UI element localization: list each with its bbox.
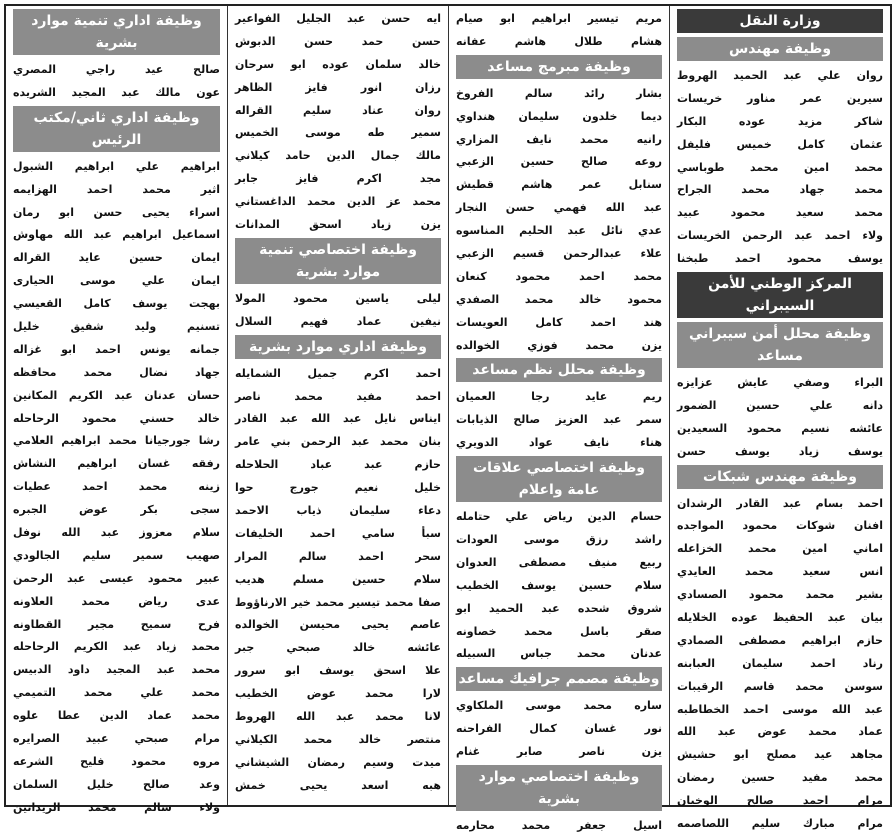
section-heading — [456, 667, 662, 691]
section-heading — [677, 9, 883, 33]
name-entry: سلام معزوز عبد الله نوفل — [13, 526, 220, 540]
name-entry: علا اسحق يوسف ابو سرور — [235, 664, 441, 678]
name-entry: انس سعيد محمد العايدي — [677, 565, 883, 579]
name-entry: محمد علي محمد التميمي — [13, 686, 220, 700]
name-entry: بيان عبد الحفيظ عوده الخلايله — [677, 611, 883, 625]
name-entry: يزن ناصر صابر غنام — [456, 745, 662, 759]
name-entry: صفا محمد تيسير محمد خير الارناؤوط — [235, 595, 441, 609]
name-entry: سلام حسين مسلم هديب — [235, 572, 441, 586]
name-entry: مجد اكرم فايز جابر — [235, 172, 441, 186]
name-entry: ابراهيم علي ابراهيم الشبول — [13, 159, 220, 173]
name-entry: خالد سلمان عوده ابو سرحان — [235, 57, 441, 71]
name-entry: خالد حسني محمود الرحاحله — [13, 411, 220, 425]
section-heading-line: وظيفة اداري ثاني/مكتب — [33, 109, 200, 126]
name-entry: عاصم يحيى محيسن الخوالده — [235, 618, 441, 632]
section-heading — [235, 335, 441, 359]
section-heading-line: وظيفة محلل نظم مساعد — [472, 362, 646, 379]
name-entry: سجى بكر عوض الجبره — [13, 503, 220, 517]
section-heading-line: السيبراني — [745, 298, 815, 315]
section-heading — [677, 37, 883, 61]
name-entry: فرح سميح مجير القطاونه — [13, 617, 220, 631]
name-entry: سحر احمد سالم المرار — [235, 549, 441, 563]
name-entry: عثمان كامل خميس فليفل — [677, 137, 883, 151]
name-entry: مرام صبحي عبيد الصرايره — [13, 732, 220, 746]
name-entry: اسيل جعفر محمد محارمه — [456, 819, 662, 833]
name-entry: رزان انور فايز الظاهر — [235, 80, 441, 94]
name-entry: ميدت وسيم رمضان الشيشاني — [235, 755, 441, 769]
name-entry: ولاء سالم محمد الزيدانين — [13, 800, 220, 814]
name-entry: هند احمد كامل العويسات — [456, 315, 662, 329]
name-entry: محمد مفيد حسين رمضان — [677, 771, 883, 785]
name-entry: محمد سعيد محمود عبيد — [677, 206, 883, 220]
name-entry: سلام حسين يوسف الخطيب — [456, 578, 662, 592]
section-heading-line: موارد بشرية — [295, 263, 381, 280]
name-entry: عائشه نسيم محمود السعيدين — [677, 421, 883, 435]
name-entry: عدي نائل عبد الحليم المناسوه — [456, 224, 662, 238]
section-heading-line: وظيفة مهندس شبكات — [703, 468, 857, 485]
section-heading — [456, 55, 662, 79]
section-heading — [677, 272, 883, 318]
name-entry: نيفين عماد فهيم السلال — [235, 314, 441, 328]
column-2 — [448, 6, 669, 833]
section-heading-line: وظيفة اختصاصي تنمية — [259, 241, 417, 258]
section-heading-line: وظيفة اختصاصي علاقات — [473, 460, 645, 477]
name-entry: شاكر مزيد عوده البكار — [677, 114, 883, 128]
name-entry: روان علي عبد الحميد الهروط — [677, 69, 883, 82]
name-entry: احمد اكرم جميل الشمايله — [235, 366, 441, 380]
name-entry: راشد رزق موسى العودات — [456, 533, 662, 547]
name-entry: وعد صالح خليل السلمان — [13, 777, 220, 791]
section-heading-line: المركز الوطني للأمن — [708, 276, 852, 293]
name-entry: بهجت يوسف كامل القعيسي — [13, 297, 220, 311]
column-1 — [669, 6, 890, 831]
name-entry: محمد عماد الدين عطا علوه — [13, 709, 220, 723]
name-entry: حسان عدنان عبد الكريم المكانين — [13, 388, 220, 402]
name-entry: محمد جهاد محمد الجراح — [677, 183, 883, 197]
section-heading-line: وزارة النقل — [739, 13, 821, 29]
section-heading — [456, 456, 662, 502]
name-entry: يوسف زياد يوسف حسن — [677, 444, 883, 458]
name-entry: عبير محمود عيسى عبد الرحمن — [13, 571, 220, 585]
name-entry: عبد الله موسى احمد الخطاطبه — [677, 702, 883, 716]
name-entry: البراء وصفي عايش عزايزه — [677, 376, 883, 390]
name-entry: ديما خلدون سليمان هنداوي — [456, 109, 662, 123]
section-heading-line: مساعد — [757, 348, 803, 365]
name-entry: عماد محمد عوض عبد الله — [677, 725, 883, 739]
name-entry: احمد مفيد محمد ناصر — [235, 389, 441, 403]
name-entry: حازم ابراهيم مصطفى الصمادي — [677, 633, 883, 647]
name-entry: عبد الله فهمي حسن النجار — [456, 201, 662, 215]
name-entry: ولاء احمد عبد الرحمن الخريسات — [677, 229, 883, 243]
section-heading — [235, 238, 441, 284]
name-entry: يوسف محمود احمد طبخنا — [677, 252, 883, 266]
name-entry: محمود خالد محمد الصفدي — [456, 292, 662, 306]
name-entry: هبه اسعد يحيى خمش — [235, 778, 441, 792]
name-entry: صهيب سمير سليم الجالودي — [13, 548, 220, 562]
name-entry: محمد عبد المجيد داود الدبيس — [13, 663, 220, 677]
name-entry: عدنان محمد جباس السبيله — [456, 647, 662, 661]
name-entry: ريم عايد رجا العميان — [456, 390, 662, 404]
name-entry: شروق شحده عبد الحميد ابو — [456, 601, 662, 615]
name-entry: ساره محمد موسى الملكاوي — [456, 699, 662, 713]
name-entry: اثير محمد احمد الهزايمه — [13, 182, 220, 196]
name-entry: ايمان علي موسى الحيارى — [13, 274, 220, 288]
name-entry: سمير طه موسى الخميس — [235, 126, 441, 140]
name-entry: رانيه محمد نايف المزاري — [456, 132, 662, 146]
name-entry: سوسن محمد قاسم الرقيبات — [677, 679, 883, 693]
section-heading-line: وظيفة مهندس — [728, 41, 832, 57]
section-heading — [456, 358, 662, 382]
name-entry: خليل نعيم جورج حوا — [235, 481, 441, 495]
name-entry: محمد امين محمد طوباسي — [677, 160, 883, 174]
name-entry: مالك جمال الدين حامد كيلاني — [235, 149, 441, 163]
section-heading-line: وظيفة اداري تنمية موارد — [31, 13, 202, 29]
section-heading — [13, 9, 220, 55]
name-entry: جهاد نضال محمد محافظه — [13, 365, 220, 379]
section-heading-line: وظيفة مبرمج مساعد — [487, 58, 631, 75]
name-entry: عائشه خالد صبحي جبر — [235, 641, 441, 655]
name-entry: سمر عبد العزيز صالح الذيابات — [456, 413, 662, 427]
section-heading-line: بشرية — [95, 35, 138, 51]
name-entry: نور غسان كمال الفراحنه — [456, 722, 662, 736]
name-entry: هشام طلال هاشم عفانه — [456, 34, 662, 48]
section-heading-line: وظيفة مصمم جرافيك مساعد — [458, 671, 660, 688]
name-entry: علاء عبدالرحمن قسيم الزعبي — [456, 247, 662, 261]
name-entry: مريم تيسير ابراهيم ابو صيام — [456, 12, 662, 25]
name-entry: ربيع منيف مصطفى العدوان — [456, 555, 662, 569]
name-entry: اسماعيل ابراهيم عبد الله مهاوش — [13, 228, 220, 242]
name-entry: اماني امين محمد الخزاعله — [677, 542, 883, 556]
column-4 — [6, 6, 227, 814]
section-heading-line: الرئيس — [91, 131, 142, 148]
name-entry: لانا محمد عبد الله الهروط — [235, 710, 441, 724]
name-entry: منتصر خالد محمد الكيلاني — [235, 732, 441, 746]
name-entry: حسن حمد حسن الدبوش — [235, 34, 441, 48]
name-entry: ايناس نايل عبد الله عبد القادر — [235, 412, 441, 426]
name-entry: عون مالك عبد المجيد الشريده — [13, 85, 220, 99]
section-heading — [13, 106, 220, 152]
name-entry: اسراء يحيى حسن ابو رمان — [13, 205, 220, 219]
name-entry: رناد احمد سليمان العبابنه — [677, 656, 883, 670]
name-entry: محمد عز الدين محمد الداغستاني — [235, 195, 441, 209]
name-entry: بشار رائد سالم الفروخ — [456, 86, 662, 100]
section-heading-line: عامة واعلام — [518, 482, 600, 499]
name-entry: هناء نايف عواد الدويري — [456, 436, 662, 450]
name-entry: روان عناد سليم القراله — [235, 103, 441, 117]
name-entry: حسام الدين رياض علي حتامله — [456, 510, 662, 524]
column-3 — [227, 6, 448, 805]
name-entry: محمد احمد محمود كنعان — [456, 269, 662, 283]
name-entry: ليلى ياسين محمود المولا — [235, 291, 441, 305]
name-entry: سنابل عمر هاشم قطيش — [456, 178, 662, 192]
section-heading — [456, 765, 662, 811]
name-entry: روعه صالح حسين الزعبي — [456, 155, 662, 169]
name-entry: زينه محمد احمد عطيات — [13, 480, 220, 494]
name-entry: بنان محمد عبد الرحمن بني عامر — [235, 435, 441, 449]
name-entry: رشا جورجيانا محمد ابراهيم العلامي — [13, 434, 220, 448]
name-entry: حازم عبد عباد الحلاحله — [235, 458, 441, 472]
section-heading — [677, 465, 883, 489]
name-entry: ايه حسن عبد الجليل الفواعير — [235, 12, 441, 25]
name-entry: يزن محمد فوزي الخوالده — [456, 338, 662, 352]
name-entry: عدى رياض محمد العلاونه — [13, 594, 220, 608]
name-entry: بشير محمد محمود الصسادي — [677, 588, 883, 602]
name-entry: مرام مبارك سليم اللصاصمه — [677, 817, 883, 831]
name-entry: مجاهد عيد مصلح ابو حشيش — [677, 748, 883, 762]
section-heading-line: وظيفة محلل أمن سيبراني — [689, 326, 871, 343]
name-entry: مرام احمد صالح الوخيان — [677, 794, 883, 808]
name-entry: رفقه غسان ابراهيم النشاش — [13, 457, 220, 471]
name-entry: ايمان حسين عايد القراله — [13, 251, 220, 265]
name-entry: دعاء سليمان ذياب الاحمد — [235, 504, 441, 518]
section-heading-line: وظيفة اختصاصي موارد — [478, 769, 640, 786]
name-entry: لارا محمد عوض الخطيب — [235, 687, 441, 701]
name-entry: دانه علي حسين الضمور — [677, 398, 883, 412]
name-entry: سيرين عمر مناور خريسات — [677, 91, 883, 105]
section-heading-line: وظيفة اداري موارد بشرية — [249, 338, 427, 355]
name-entry: سبأ سامي احمد الخليفات — [235, 526, 441, 540]
name-entry: افنان شوكات محمود المواجده — [677, 519, 883, 533]
name-entry: يزن زياد اسحق المدانات — [235, 218, 441, 232]
name-entry: صالح عيد راجي المصري — [13, 63, 220, 76]
name-entry: محمد زياد عبد الكريم الرحاحله — [13, 640, 220, 654]
name-entry: صقر باسل محمد خصاونه — [456, 624, 662, 638]
name-entry: تسنيم وليد شفيق خليل — [13, 320, 220, 334]
name-entry: جمانه يونس احمد ابو غزاله — [13, 342, 220, 356]
name-entry: احمد بسام عبد القادر الرشدان — [677, 496, 883, 510]
newspaper-page — [4, 4, 892, 833]
name-entry: مروه محمود فليح الشرعه — [13, 754, 220, 768]
section-heading-line: بشرية — [538, 791, 580, 808]
section-heading — [677, 322, 883, 368]
